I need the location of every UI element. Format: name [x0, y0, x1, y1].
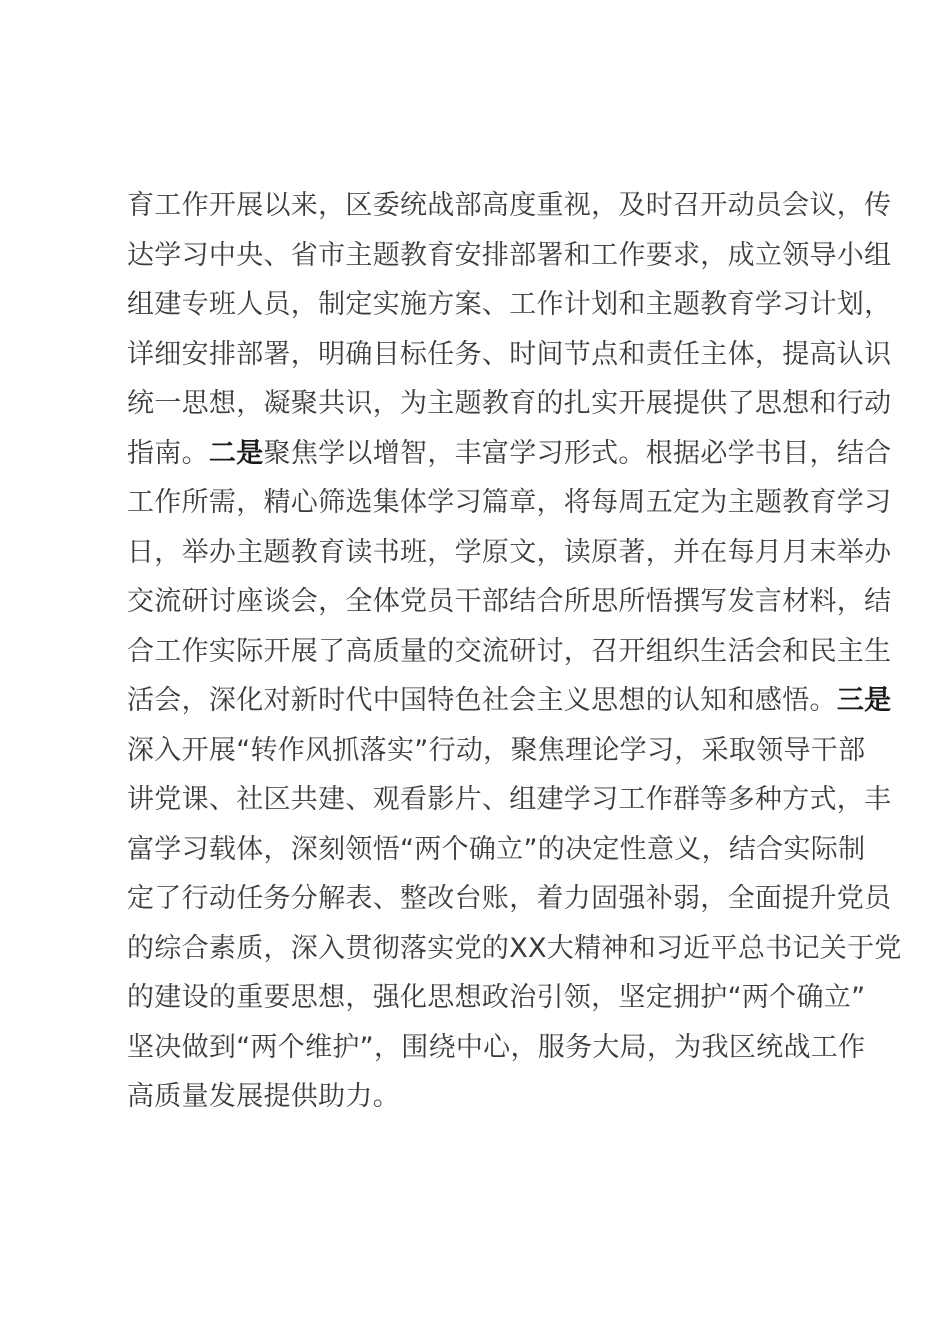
text-line	[127, 181, 892, 231]
text-run: 交流研讨座谈会，全体党员干部结合所思所悟撰写发言材料，结	[127, 586, 892, 617]
text-run: 合工作实际开展了高质量的交流研讨，召开组织生活会和民主生	[127, 635, 892, 667]
text-run: 指南。	[127, 437, 209, 469]
text-line	[127, 1072, 847, 1122]
text-run: 深入开展“转作风抓落实”行动，聚焦理论学习，采取领导干部	[127, 734, 866, 766]
text-run: 达学习中央、省市主题教育安排部署和工作要求，成立领导小组	[127, 239, 892, 271]
text-run: 富学习载体，深刻领悟“两个确立”的决定性意义，结合实际制	[127, 833, 866, 865]
text-run: 育工作开展以来，区委统战部高度重视，及时召开动员会议，传	[127, 190, 892, 221]
text-run: 坚决做到“两个维护”，围绕中心，服务大局，为我区统战工作	[127, 1031, 866, 1063]
text-line	[127, 726, 866, 776]
bold-heading-marker: 二是	[208, 437, 264, 469]
text-line	[127, 973, 866, 1023]
text-run: 定了行动任务分解表、整改台账，着力固强补弱，全面提升党员	[127, 883, 892, 914]
body-paragraph	[127, 181, 902, 1122]
text-run: 的综合素质，深入贯彻落实党的XX大精神和习近平总书记关于党	[127, 932, 902, 964]
text-line	[127, 924, 902, 974]
text-run: 组建专班人员，制定实施方案、工作计划和主题教育学习计划，	[127, 289, 892, 320]
text-line	[127, 379, 892, 429]
text-line	[127, 478, 892, 528]
text-line	[127, 231, 892, 281]
text-run: 统一思想，凝聚共识，为主题教育的扎实开展提供了思想和行动	[127, 388, 892, 419]
text-run: 讲党课、社区共建、观看影片、组建学习工作群等多种方式，丰	[127, 784, 892, 815]
text-line	[127, 577, 892, 627]
text-run: 日，举办主题教育读书班，学原文，读原著，并在每月月末举办	[127, 536, 892, 568]
text-line	[127, 825, 866, 875]
text-run: 活会，深化对新时代中国特色社会主义思想的认知和感悟。	[127, 685, 837, 716]
text-line	[127, 429, 892, 479]
text-run: 聚焦学以增智，丰富学习形式。根据必学书目，结合	[263, 437, 892, 469]
text-run: 详细安排部署，明确目标任务、时间节点和责任主体，提高认识	[127, 338, 892, 370]
text-line	[127, 627, 892, 677]
text-run: 工作所需，精心筛选集体学习篇章，将每周五定为主题教育学习	[127, 487, 892, 518]
text-line	[127, 330, 892, 380]
text-line	[127, 528, 892, 578]
text-line	[127, 676, 892, 726]
text-line	[127, 874, 892, 924]
bold-heading-marker: 三是	[836, 685, 892, 716]
text-line	[127, 1023, 866, 1073]
text-line	[127, 280, 892, 330]
text-run: 的建设的重要思想，强化思想政治引领，坚定拥护“两个确立”	[127, 982, 866, 1013]
text-run: 高质量发展提供助力。	[127, 1081, 400, 1112]
text-line	[127, 775, 892, 825]
